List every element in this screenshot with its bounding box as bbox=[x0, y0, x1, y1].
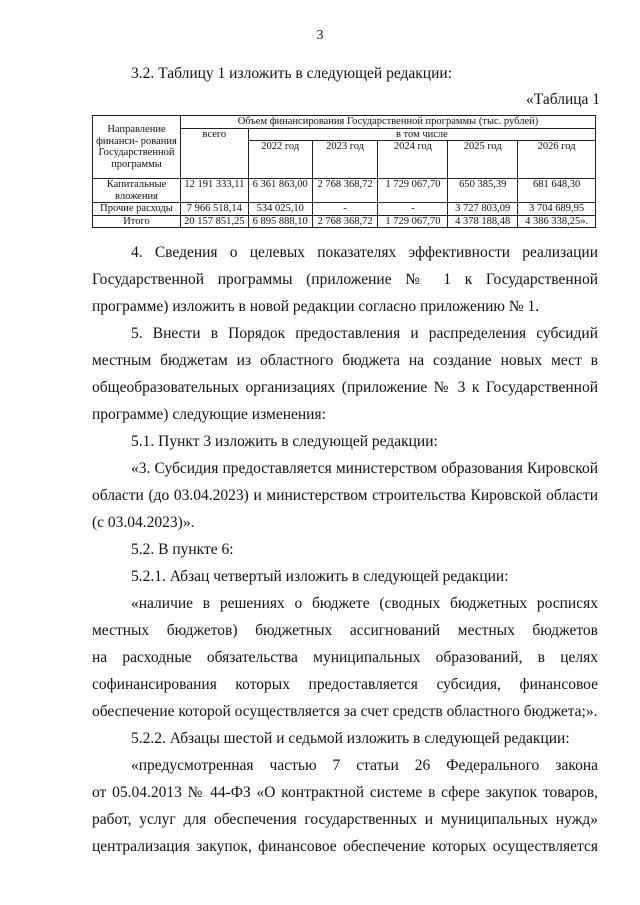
paragraph-5-2-1-quote-line: обеспечение которой осуществляется за счет средств областного бюджета;». bbox=[92, 703, 598, 720]
paragraph-5-1-quote-line: области (до 03.04.2023) и министерством строительства Кировской области bbox=[92, 487, 598, 504]
page-number: 3 bbox=[316, 28, 324, 43]
year-header: 2024 год bbox=[378, 141, 448, 179]
row-value: 2 768 368,72 bbox=[312, 215, 378, 228]
row-value: 2 768 368,72 bbox=[312, 179, 378, 203]
paragraph-4-line: программе) изложить в новой редакции согласно приложению № 1. bbox=[92, 298, 540, 315]
paragraph-5-1-quote-line: (с 03.04.2023)». bbox=[92, 514, 195, 531]
row-value: 1 729 067,70 bbox=[378, 215, 448, 228]
row-value: 1 729 067,70 bbox=[378, 179, 448, 203]
col-including-header: в том числе bbox=[248, 128, 595, 141]
row-value: - bbox=[312, 203, 378, 216]
table-caption: «Таблица 1 bbox=[526, 91, 601, 108]
paragraph-5-1: 5.1. Пункт 3 изложить в следующей редакции: bbox=[131, 433, 438, 450]
row-value: 4 386 338,25». bbox=[518, 215, 596, 228]
row-total: 20 157 851,25 bbox=[180, 215, 248, 228]
paragraph-4-line: 4. Сведения о целевых показателях эффективности реализации bbox=[131, 244, 598, 261]
paragraph-5-2-2-quote-line: «предусмотренная частью 7 статьи 26 Федерального закона bbox=[131, 757, 598, 774]
paragraph-5-line: 5. Внести в Порядок предоставления и распределения субсидий bbox=[131, 325, 598, 342]
row-value: 4 378 188,48 bbox=[448, 215, 518, 228]
year-header: 2025 год bbox=[448, 141, 518, 179]
row-value: 534 025,10 bbox=[248, 203, 312, 216]
paragraph-5-line: общеобразовательных организациях (приложение № 3 к Государственной bbox=[92, 379, 598, 396]
row-value: 650 385,39 bbox=[448, 179, 518, 203]
row-label: Прочие расходы bbox=[93, 203, 181, 216]
paragraph-5-2-1: 5.2.1. Абзац четвертый изложить в следующей редакции: bbox=[131, 568, 509, 585]
paragraph-5-2-2-quote-line: от 05.04.2013 № 44-ФЗ «О контрактной системе в сфере закупок товаров, bbox=[92, 784, 598, 801]
paragraph-5-2-1-quote-line: местных бюджетов) бюджетных ассигнований местных бюджетов bbox=[92, 622, 598, 639]
section-3-2-heading: 3.2. Таблицу 1 изложить в следующей редакции: bbox=[131, 65, 452, 82]
row-label: Капитальные вложения bbox=[93, 179, 181, 203]
row-value: - bbox=[378, 203, 448, 216]
year-header: 2026 год bbox=[518, 141, 596, 179]
financing-table bbox=[92, 115, 596, 228]
paragraph-5-2-2: 5.2.2. Абзацы шестой и седьмой изложить в следующей редакции: bbox=[131, 730, 570, 747]
paragraph-5-line: программе) следующие изменения: bbox=[92, 406, 326, 423]
row-total: 7 966 518,14 bbox=[180, 203, 248, 216]
paragraph-5-2-1-quote-line: на расходные обязательства муниципальных образований, в целях bbox=[92, 649, 598, 666]
paragraph-5-line: местным бюджетам из областного бюджета на создание новых мест в bbox=[92, 352, 598, 369]
table-row bbox=[93, 203, 596, 216]
paragraph-5-1-quote-line: «3. Субсидия предоставляется министерством образования Кировской bbox=[131, 460, 598, 477]
paragraph-5-2-2-quote-line: работ, услуг для обеспечения государственных и муниципальных нужд» bbox=[92, 811, 598, 828]
year-header: 2022 год bbox=[248, 141, 312, 179]
year-header: 2023 год bbox=[312, 141, 378, 179]
row-value: 6 361 863,00 bbox=[248, 179, 312, 203]
paragraph-4-line: Государственной программы (приложение № 1 к Государственной bbox=[92, 271, 598, 288]
row-total: 12 191 333,11 bbox=[180, 179, 248, 203]
table-row bbox=[93, 179, 596, 203]
paragraph-5-2: 5.2. В пункте 6: bbox=[131, 541, 234, 558]
table-row bbox=[93, 215, 596, 228]
row-value: 3 704 689,95 bbox=[518, 203, 596, 216]
row-value: 3 727 803,09 bbox=[448, 203, 518, 216]
paragraph-5-2-1-quote-line: софинансирования которых предоставляется субсидия, финансовое bbox=[92, 676, 598, 693]
paragraph-5-2-2-quote-line: централизация закупок, финансовое обеспечение которых осуществляется bbox=[92, 838, 598, 855]
col-direction-header: Направление финанси- рования Государственной программы bbox=[93, 116, 181, 179]
col-total-header: всего bbox=[180, 128, 248, 179]
row-label: Итого bbox=[93, 215, 181, 228]
row-value: 681 648,30 bbox=[518, 179, 596, 203]
col-volume-header: Объем финансирования Государственной программы (тыс. рублей) bbox=[180, 116, 595, 129]
paragraph-5-2-1-quote-line: «наличие в решениях о бюджете (сводных бюджетных росписях bbox=[131, 595, 598, 612]
row-value: 6 895 888,10 bbox=[248, 215, 312, 228]
